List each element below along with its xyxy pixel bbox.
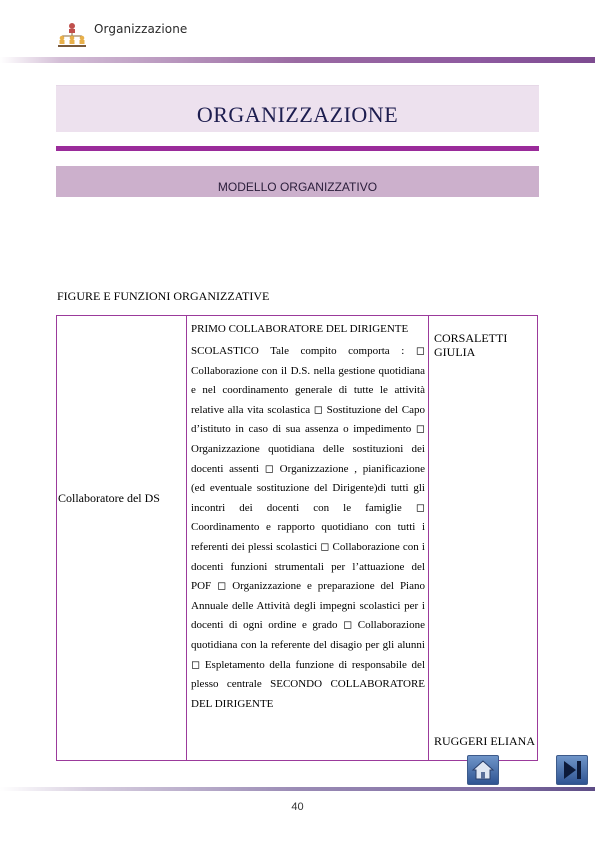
section-heading: FIGURE E FUNZIONI ORGANIZZATIVE	[57, 289, 270, 303]
person-cell: RUGGERI ELIANA	[434, 734, 535, 748]
header-title: Organizzazione	[94, 22, 188, 36]
next-page-icon	[557, 756, 587, 784]
organization-chart-icon	[57, 22, 87, 48]
title-band	[56, 85, 539, 132]
footer-divider	[0, 787, 595, 791]
roles-table	[56, 315, 538, 761]
description-text: SCOLASTICO Tale compito comporta : ◻ Collaborazione con il D.S. nella gestione quotidiana e nel coordinamento generale di tutte le attività relative alla vita scolastica ◻ Sostituzione del Capo d’istituto in caso di sua assenza o impedimento ◻ Organizzazione quotidiana delle sostituzioni dei docenti assenti ◻ Organizzazione , pianificazione (ed eventuale sostituzione del Dirigente)di tutti gli incontri dei docenti con le famiglie ◻ Coordinamento e rapporto quotidiano con tutti i referenti dei plessi scolastici ◻ Collaborazione con i docenti funzioni strumentali per l’attuazione del POF ◻ Organizzazione e preparazione del Piano Annuale delle Attività degli impegni scolastici per i docenti di ogni ordine e grado ◻ Collaborazione quotidiana con la referente del disagio per gli alunni ◻ Espletamento della funzione di responsabile del plesso centrale SECONDO COLLABORATORE DEL DIRIGENTE	[191, 345, 425, 710]
home-icon	[468, 756, 498, 784]
subtitle-band	[56, 166, 539, 197]
table-column-divider	[428, 316, 429, 760]
person-cell: CORSALETTI GIULIA	[434, 331, 508, 359]
page-title: ORGANIZZAZIONE	[196, 102, 399, 127]
next-page-button[interactable]	[556, 755, 588, 785]
title-underline	[56, 146, 539, 151]
header-divider	[0, 57, 595, 63]
page-subtitle: MODELLO ORGANIZZATIVO	[217, 180, 378, 194]
table-column-divider	[186, 316, 187, 760]
description-cell	[191, 323, 425, 714]
page-number: 40	[291, 801, 304, 813]
description-first-line: PRIMO COLLABORATORE DEL DIRIGENTE	[191, 323, 409, 335]
role-cell: Collaboratore del DS	[58, 491, 160, 505]
home-button[interactable]	[467, 755, 499, 785]
